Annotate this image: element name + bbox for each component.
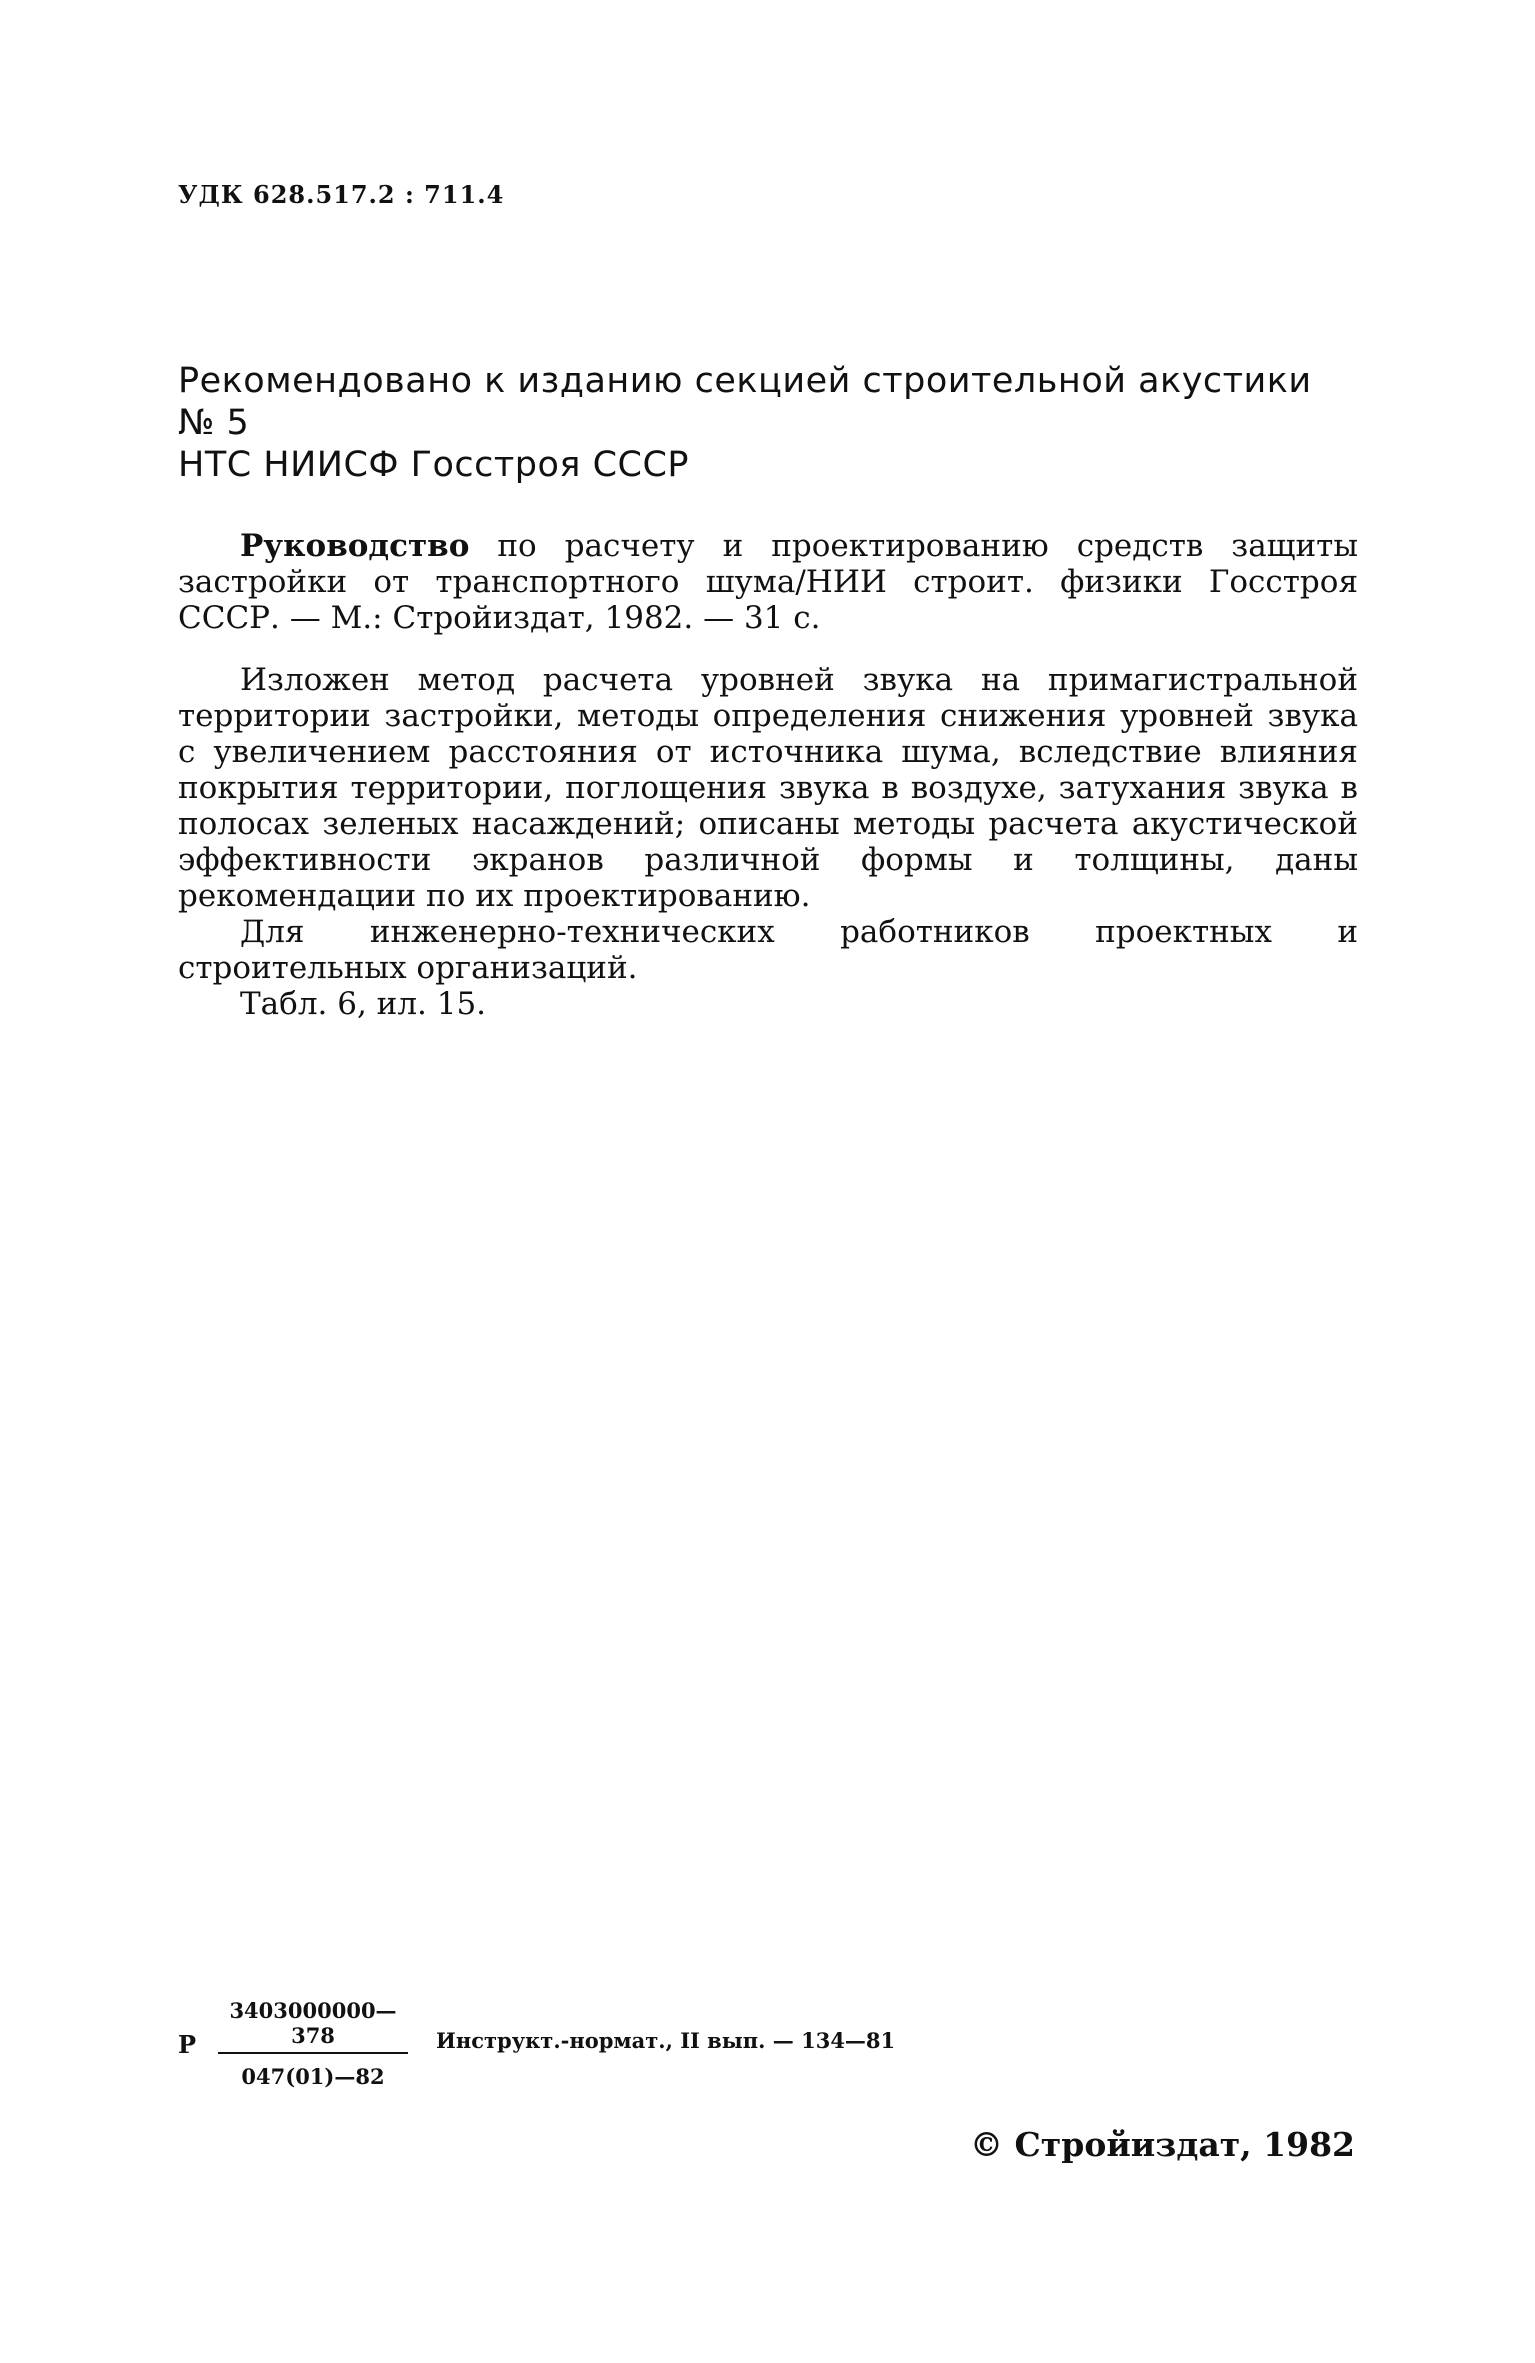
audience-paragraph: Для инженерно-технических работников проектных и строительных организаций.	[178, 914, 1358, 986]
catalog-denominator: 047(01)—82	[241, 2064, 385, 2089]
citation-details: по расчету и проектированию средств защиты застройки от транспортного шума/НИИ строит. физики Госстроя СССР. — М.: Стройиздат, 1982. — 31 с.	[178, 528, 1358, 636]
recommendation-line-2: НТС НИИСФ Госстроя СССР	[178, 445, 690, 485]
description-paragraph: Изложен метод расчета уровней звука на примагистральной территории застройки, методы определения снижения уровней звука с увеличением расстояния от источника шума, вследствие влияния покрытия территории, поглощения звука в воздухе, затухания звука в полосах зеленых насаждений; описаны методы расчета акустической эффективности экранов различной формы и толщины, даны рекомендации по их проектированию.	[178, 662, 1358, 914]
citation-title: Руководство	[240, 528, 470, 564]
bibliographic-abstract	[178, 528, 1358, 1022]
catalog-numerator: 3403000000—378	[218, 1998, 408, 2054]
catalog-fraction	[218, 1998, 408, 2089]
publication-recommendation	[178, 360, 1358, 486]
catalog-index	[178, 1998, 1078, 2088]
citation-paragraph	[178, 528, 1358, 636]
recommendation-line-1: Рекомендовано к изданию секцией строительной акустики № 5	[178, 361, 1312, 443]
catalog-series: Инструкт.-нормат., II вып. — 134—81	[436, 2028, 896, 2053]
catalog-letter: Р	[178, 2030, 197, 2059]
copyright-notice: © Стройиздат, 1982	[970, 2125, 1355, 2164]
udk-code: УДК 628.517.2 : 711.4	[178, 180, 505, 209]
tables-note: Табл. 6, ил. 15.	[240, 986, 487, 1022]
